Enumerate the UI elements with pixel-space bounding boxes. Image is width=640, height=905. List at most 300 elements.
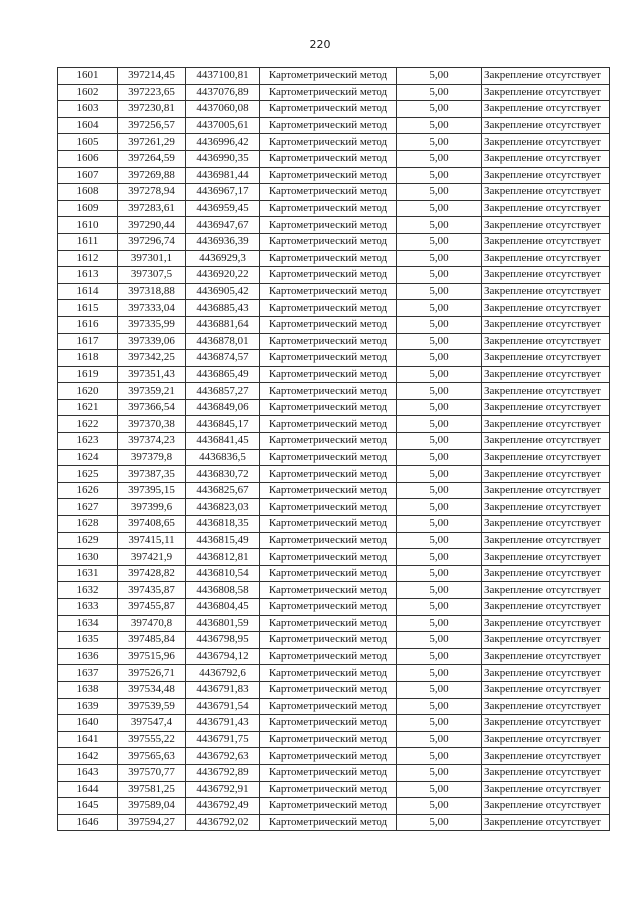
fixation-cell: Закрепление отсутствует [482, 648, 610, 665]
table-row [58, 433, 610, 450]
point-number-cell: 1619 [58, 366, 118, 383]
x-coordinate-cell: 397256,57 [118, 117, 186, 134]
method-cell: Картометрический метод [260, 665, 397, 682]
point-number-cell: 1630 [58, 549, 118, 566]
y-coordinate-cell: 4436791,43 [186, 715, 260, 732]
y-coordinate-cell: 4437100,81 [186, 68, 260, 85]
table-row [58, 814, 610, 831]
x-coordinate-cell: 397399,6 [118, 499, 186, 516]
y-coordinate-cell: 4436841,45 [186, 433, 260, 450]
table-row [58, 499, 610, 516]
y-coordinate-cell: 4436878,01 [186, 333, 260, 350]
fixation-cell: Закрепление отсутствует [482, 482, 610, 499]
x-coordinate-cell: 397428,82 [118, 565, 186, 582]
table-row [58, 350, 610, 367]
method-cell: Картометрический метод [260, 117, 397, 134]
y-coordinate-cell: 4436808,58 [186, 582, 260, 599]
error-cell: 5,00 [397, 68, 482, 85]
point-number-cell: 1629 [58, 532, 118, 549]
fixation-cell: Закрепление отсутствует [482, 300, 610, 317]
point-number-cell: 1605 [58, 134, 118, 151]
fixation-cell: Закрепление отсутствует [482, 632, 610, 649]
method-cell: Картометрический метод [260, 449, 397, 466]
table-row [58, 731, 610, 748]
error-cell: 5,00 [397, 599, 482, 616]
y-coordinate-cell: 4436967,17 [186, 184, 260, 201]
error-cell: 5,00 [397, 101, 482, 118]
fixation-cell: Закрепление отсутствует [482, 366, 610, 383]
y-coordinate-cell: 4436792,6 [186, 665, 260, 682]
table-row [58, 101, 610, 118]
error-cell: 5,00 [397, 615, 482, 632]
point-number-cell: 1642 [58, 748, 118, 765]
table-row [58, 134, 610, 151]
table-row [58, 68, 610, 85]
fixation-cell: Закрепление отсутствует [482, 200, 610, 217]
method-cell: Картометрический метод [260, 383, 397, 400]
fixation-cell: Закрепление отсутствует [482, 615, 610, 632]
x-coordinate-cell: 397408,65 [118, 516, 186, 533]
y-coordinate-cell: 4436792,49 [186, 798, 260, 815]
x-coordinate-cell: 397230,81 [118, 101, 186, 118]
y-coordinate-cell: 4436812,81 [186, 549, 260, 566]
point-number-cell: 1607 [58, 167, 118, 184]
x-coordinate-cell: 397339,06 [118, 333, 186, 350]
error-cell: 5,00 [397, 366, 482, 383]
x-coordinate-cell: 397318,88 [118, 283, 186, 300]
y-coordinate-cell: 4436791,75 [186, 731, 260, 748]
point-number-cell: 1623 [58, 433, 118, 450]
method-cell: Картометрический метод [260, 333, 397, 350]
fixation-cell: Закрепление отсутствует [482, 599, 610, 616]
x-coordinate-cell: 397342,25 [118, 350, 186, 367]
table-row [58, 250, 610, 267]
x-coordinate-cell: 397335,99 [118, 316, 186, 333]
x-coordinate-cell: 397269,88 [118, 167, 186, 184]
error-cell: 5,00 [397, 516, 482, 533]
point-number-cell: 1636 [58, 648, 118, 665]
error-cell: 5,00 [397, 715, 482, 732]
error-cell: 5,00 [397, 731, 482, 748]
y-coordinate-cell: 4436874,57 [186, 350, 260, 367]
table-row [58, 615, 610, 632]
method-cell: Картометрический метод [260, 134, 397, 151]
point-number-cell: 1633 [58, 599, 118, 616]
x-coordinate-cell: 397223,65 [118, 84, 186, 101]
error-cell: 5,00 [397, 748, 482, 765]
x-coordinate-cell: 397581,25 [118, 781, 186, 798]
x-coordinate-cell: 397565,63 [118, 748, 186, 765]
point-number-cell: 1639 [58, 698, 118, 715]
error-cell: 5,00 [397, 350, 482, 367]
method-cell: Картометрический метод [260, 615, 397, 632]
x-coordinate-cell: 397415,11 [118, 532, 186, 549]
table-row [58, 698, 610, 715]
point-number-cell: 1632 [58, 582, 118, 599]
method-cell: Картометрический метод [260, 433, 397, 450]
table-row [58, 150, 610, 167]
table-row [58, 184, 610, 201]
x-coordinate-cell: 397379,8 [118, 449, 186, 466]
method-cell: Картометрический метод [260, 267, 397, 284]
point-number-cell: 1645 [58, 798, 118, 815]
point-number-cell: 1606 [58, 150, 118, 167]
error-cell: 5,00 [397, 814, 482, 831]
point-number-cell: 1626 [58, 482, 118, 499]
method-cell: Картометрический метод [260, 781, 397, 798]
fixation-cell: Закрепление отсутствует [482, 499, 610, 516]
method-cell: Картометрический метод [260, 250, 397, 267]
table-row [58, 632, 610, 649]
y-coordinate-cell: 4436792,91 [186, 781, 260, 798]
y-coordinate-cell: 4437005,61 [186, 117, 260, 134]
method-cell: Картометрический метод [260, 698, 397, 715]
fixation-cell: Закрепление отсутствует [482, 681, 610, 698]
x-coordinate-cell: 397387,35 [118, 466, 186, 483]
point-number-cell: 1627 [58, 499, 118, 516]
method-cell: Картометрический метод [260, 764, 397, 781]
method-cell: Картометрический метод [260, 217, 397, 234]
fixation-cell: Закрепление отсутствует [482, 549, 610, 566]
method-cell: Картометрический метод [260, 399, 397, 416]
x-coordinate-cell: 397264,59 [118, 150, 186, 167]
fixation-cell: Закрепление отсутствует [482, 117, 610, 134]
error-cell: 5,00 [397, 466, 482, 483]
x-coordinate-cell: 397570,77 [118, 764, 186, 781]
fixation-cell: Закрепление отсутствует [482, 267, 610, 284]
y-coordinate-cell: 4436791,83 [186, 681, 260, 698]
x-coordinate-cell: 397366,54 [118, 399, 186, 416]
point-number-cell: 1635 [58, 632, 118, 649]
x-coordinate-cell: 397374,23 [118, 433, 186, 450]
y-coordinate-cell: 4436857,27 [186, 383, 260, 400]
x-coordinate-cell: 397455,87 [118, 599, 186, 616]
y-coordinate-cell: 4436936,39 [186, 233, 260, 250]
y-coordinate-cell: 4436825,67 [186, 482, 260, 499]
x-coordinate-cell: 397351,43 [118, 366, 186, 383]
y-coordinate-cell: 4436792,02 [186, 814, 260, 831]
y-coordinate-cell: 4436792,89 [186, 764, 260, 781]
y-coordinate-cell: 4436981,44 [186, 167, 260, 184]
point-number-cell: 1638 [58, 681, 118, 698]
point-number-cell: 1614 [58, 283, 118, 300]
error-cell: 5,00 [397, 184, 482, 201]
point-number-cell: 1622 [58, 416, 118, 433]
fixation-cell: Закрепление отсутствует [482, 68, 610, 85]
table-row [58, 399, 610, 416]
method-cell: Картометрический метод [260, 681, 397, 698]
error-cell: 5,00 [397, 565, 482, 582]
method-cell: Картометрический метод [260, 366, 397, 383]
method-cell: Картометрический метод [260, 748, 397, 765]
table-row [58, 681, 610, 698]
method-cell: Картометрический метод [260, 466, 397, 483]
method-cell: Картометрический метод [260, 632, 397, 649]
method-cell: Картометрический метод [260, 350, 397, 367]
y-coordinate-cell: 4436794,12 [186, 648, 260, 665]
point-number-cell: 1620 [58, 383, 118, 400]
point-number-cell: 1621 [58, 399, 118, 416]
method-cell: Картометрический метод [260, 316, 397, 333]
point-number-cell: 1610 [58, 217, 118, 234]
point-number-cell: 1616 [58, 316, 118, 333]
error-cell: 5,00 [397, 134, 482, 151]
table-row [58, 565, 610, 582]
method-cell: Картометрический метод [260, 482, 397, 499]
error-cell: 5,00 [397, 200, 482, 217]
error-cell: 5,00 [397, 217, 482, 234]
y-coordinate-cell: 4436792,63 [186, 748, 260, 765]
error-cell: 5,00 [397, 549, 482, 566]
y-coordinate-cell: 4436798,95 [186, 632, 260, 649]
point-number-cell: 1617 [58, 333, 118, 350]
fixation-cell: Закрепление отсутствует [482, 217, 610, 234]
x-coordinate-cell: 397301,1 [118, 250, 186, 267]
error-cell: 5,00 [397, 316, 482, 333]
method-cell: Картометрический метод [260, 516, 397, 533]
y-coordinate-cell: 4436845,17 [186, 416, 260, 433]
table-row [58, 366, 610, 383]
point-number-cell: 1628 [58, 516, 118, 533]
fixation-cell: Закрепление отсутствует [482, 233, 610, 250]
fixation-cell: Закрепление отсутствует [482, 665, 610, 682]
y-coordinate-cell: 4436849,06 [186, 399, 260, 416]
error-cell: 5,00 [397, 698, 482, 715]
method-cell: Картометрический метод [260, 532, 397, 549]
error-cell: 5,00 [397, 499, 482, 516]
page-number: 220 [309, 38, 331, 51]
table-row [58, 416, 610, 433]
point-number-cell: 1640 [58, 715, 118, 732]
fixation-cell: Закрепление отсутствует [482, 399, 610, 416]
x-coordinate-cell: 397290,44 [118, 217, 186, 234]
table-row [58, 283, 610, 300]
error-cell: 5,00 [397, 167, 482, 184]
fixation-cell: Закрепление отсутствует [482, 532, 610, 549]
point-number-cell: 1602 [58, 84, 118, 101]
point-number-cell: 1643 [58, 764, 118, 781]
table-row [58, 549, 610, 566]
point-number-cell: 1611 [58, 233, 118, 250]
y-coordinate-cell: 4436865,49 [186, 366, 260, 383]
error-cell: 5,00 [397, 283, 482, 300]
method-cell: Картометрический метод [260, 283, 397, 300]
x-coordinate-cell: 397278,94 [118, 184, 186, 201]
x-coordinate-cell: 397421,9 [118, 549, 186, 566]
x-coordinate-cell: 397435,87 [118, 582, 186, 599]
fixation-cell: Закрепление отсутствует [482, 416, 610, 433]
point-number-cell: 1612 [58, 250, 118, 267]
x-coordinate-cell: 397359,21 [118, 383, 186, 400]
fixation-cell: Закрепление отсутствует [482, 101, 610, 118]
method-cell: Картометрический метод [260, 715, 397, 732]
method-cell: Картометрический метод [260, 814, 397, 831]
table-row [58, 482, 610, 499]
table-row [58, 449, 610, 466]
x-coordinate-cell: 397555,22 [118, 731, 186, 748]
table-row [58, 764, 610, 781]
method-cell: Картометрический метод [260, 167, 397, 184]
point-number-cell: 1625 [58, 466, 118, 483]
fixation-cell: Закрепление отсутствует [482, 516, 610, 533]
x-coordinate-cell: 397485,84 [118, 632, 186, 649]
table-row [58, 748, 610, 765]
fixation-cell: Закрепление отсутствует [482, 167, 610, 184]
error-cell: 5,00 [397, 416, 482, 433]
method-cell: Картометрический метод [260, 184, 397, 201]
y-coordinate-cell: 4436791,54 [186, 698, 260, 715]
x-coordinate-cell: 397539,59 [118, 698, 186, 715]
error-cell: 5,00 [397, 681, 482, 698]
error-cell: 5,00 [397, 84, 482, 101]
error-cell: 5,00 [397, 482, 482, 499]
x-coordinate-cell: 397547,4 [118, 715, 186, 732]
point-number-cell: 1641 [58, 731, 118, 748]
method-cell: Картометрический метод [260, 731, 397, 748]
x-coordinate-cell: 397594,27 [118, 814, 186, 831]
error-cell: 5,00 [397, 449, 482, 466]
y-coordinate-cell: 4436920,22 [186, 267, 260, 284]
x-coordinate-cell: 397261,29 [118, 134, 186, 151]
method-cell: Картометрический метод [260, 233, 397, 250]
x-coordinate-cell: 397470,8 [118, 615, 186, 632]
method-cell: Картометрический метод [260, 68, 397, 85]
table-row [58, 217, 610, 234]
point-number-cell: 1631 [58, 565, 118, 582]
y-coordinate-cell: 4436885,43 [186, 300, 260, 317]
table-row [58, 665, 610, 682]
y-coordinate-cell: 4436881,64 [186, 316, 260, 333]
fixation-cell: Закрепление отсутствует [482, 698, 610, 715]
point-number-cell: 1604 [58, 117, 118, 134]
method-cell: Картометрический метод [260, 565, 397, 582]
x-coordinate-cell: 397395,15 [118, 482, 186, 499]
y-coordinate-cell: 4436990,35 [186, 150, 260, 167]
method-cell: Картометрический метод [260, 549, 397, 566]
error-cell: 5,00 [397, 632, 482, 649]
error-cell: 5,00 [397, 433, 482, 450]
method-cell: Картометрический метод [260, 582, 397, 599]
y-coordinate-cell: 4436959,45 [186, 200, 260, 217]
y-coordinate-cell: 4436818,35 [186, 516, 260, 533]
y-coordinate-cell: 4436836,5 [186, 449, 260, 466]
fixation-cell: Закрепление отсутствует [482, 316, 610, 333]
table-row [58, 200, 610, 217]
x-coordinate-cell: 397296,74 [118, 233, 186, 250]
x-coordinate-cell: 397534,48 [118, 681, 186, 698]
fixation-cell: Закрепление отсутствует [482, 350, 610, 367]
method-cell: Картометрический метод [260, 84, 397, 101]
y-coordinate-cell: 4436801,59 [186, 615, 260, 632]
method-cell: Картометрический метод [260, 416, 397, 433]
fixation-cell: Закрепление отсутствует [482, 798, 610, 815]
table-row [58, 532, 610, 549]
fixation-cell: Закрепление отсутствует [482, 333, 610, 350]
table-row [58, 117, 610, 134]
fixation-cell: Закрепление отсутствует [482, 781, 610, 798]
error-cell: 5,00 [397, 764, 482, 781]
table-row [58, 648, 610, 665]
fixation-cell: Закрепление отсутствует [482, 250, 610, 267]
y-coordinate-cell: 4437060,08 [186, 101, 260, 118]
y-coordinate-cell: 4436804,45 [186, 599, 260, 616]
error-cell: 5,00 [397, 532, 482, 549]
table-row [58, 798, 610, 815]
error-cell: 5,00 [397, 399, 482, 416]
method-cell: Картометрический метод [260, 648, 397, 665]
y-coordinate-cell: 4436823,03 [186, 499, 260, 516]
fixation-cell: Закрепление отсутствует [482, 731, 610, 748]
point-number-cell: 1644 [58, 781, 118, 798]
y-coordinate-cell: 4436815,49 [186, 532, 260, 549]
fixation-cell: Закрепление отсутствует [482, 715, 610, 732]
method-cell: Картометрический метод [260, 200, 397, 217]
table-row [58, 167, 610, 184]
method-cell: Картометрический метод [260, 101, 397, 118]
x-coordinate-cell: 397515,96 [118, 648, 186, 665]
point-number-cell: 1613 [58, 267, 118, 284]
fixation-cell: Закрепление отсутствует [482, 134, 610, 151]
x-coordinate-cell: 397283,61 [118, 200, 186, 217]
y-coordinate-cell: 4436929,3 [186, 250, 260, 267]
error-cell: 5,00 [397, 117, 482, 134]
table-row [58, 599, 610, 616]
method-cell: Картометрический метод [260, 599, 397, 616]
table-row [58, 333, 610, 350]
fixation-cell: Закрепление отсутствует [482, 466, 610, 483]
error-cell: 5,00 [397, 250, 482, 267]
point-number-cell: 1624 [58, 449, 118, 466]
point-number-cell: 1618 [58, 350, 118, 367]
table-row [58, 715, 610, 732]
y-coordinate-cell: 4436830,72 [186, 466, 260, 483]
point-number-cell: 1603 [58, 101, 118, 118]
x-coordinate-cell: 397214,45 [118, 68, 186, 85]
table-row [58, 516, 610, 533]
fixation-cell: Закрепление отсутствует [482, 184, 610, 201]
fixation-cell: Закрепление отсутствует [482, 565, 610, 582]
point-number-cell: 1601 [58, 68, 118, 85]
method-cell: Картометрический метод [260, 150, 397, 167]
table-row [58, 300, 610, 317]
table-row [58, 233, 610, 250]
table-row [58, 781, 610, 798]
coordinates-table [57, 67, 610, 831]
method-cell: Картометрический метод [260, 499, 397, 516]
error-cell: 5,00 [397, 333, 482, 350]
point-number-cell: 1646 [58, 814, 118, 831]
table-row [58, 383, 610, 400]
table-row [58, 582, 610, 599]
x-coordinate-cell: 397589,04 [118, 798, 186, 815]
x-coordinate-cell: 397307,5 [118, 267, 186, 284]
table-row [58, 316, 610, 333]
error-cell: 5,00 [397, 300, 482, 317]
table-row [58, 466, 610, 483]
x-coordinate-cell: 397370,38 [118, 416, 186, 433]
y-coordinate-cell: 4436810,54 [186, 565, 260, 582]
error-cell: 5,00 [397, 150, 482, 167]
error-cell: 5,00 [397, 383, 482, 400]
fixation-cell: Закрепление отсутствует [482, 383, 610, 400]
error-cell: 5,00 [397, 798, 482, 815]
point-number-cell: 1615 [58, 300, 118, 317]
x-coordinate-cell: 397333,04 [118, 300, 186, 317]
fixation-cell: Закрепление отсутствует [482, 764, 610, 781]
error-cell: 5,00 [397, 233, 482, 250]
fixation-cell: Закрепление отсутствует [482, 283, 610, 300]
fixation-cell: Закрепление отсутствует [482, 433, 610, 450]
